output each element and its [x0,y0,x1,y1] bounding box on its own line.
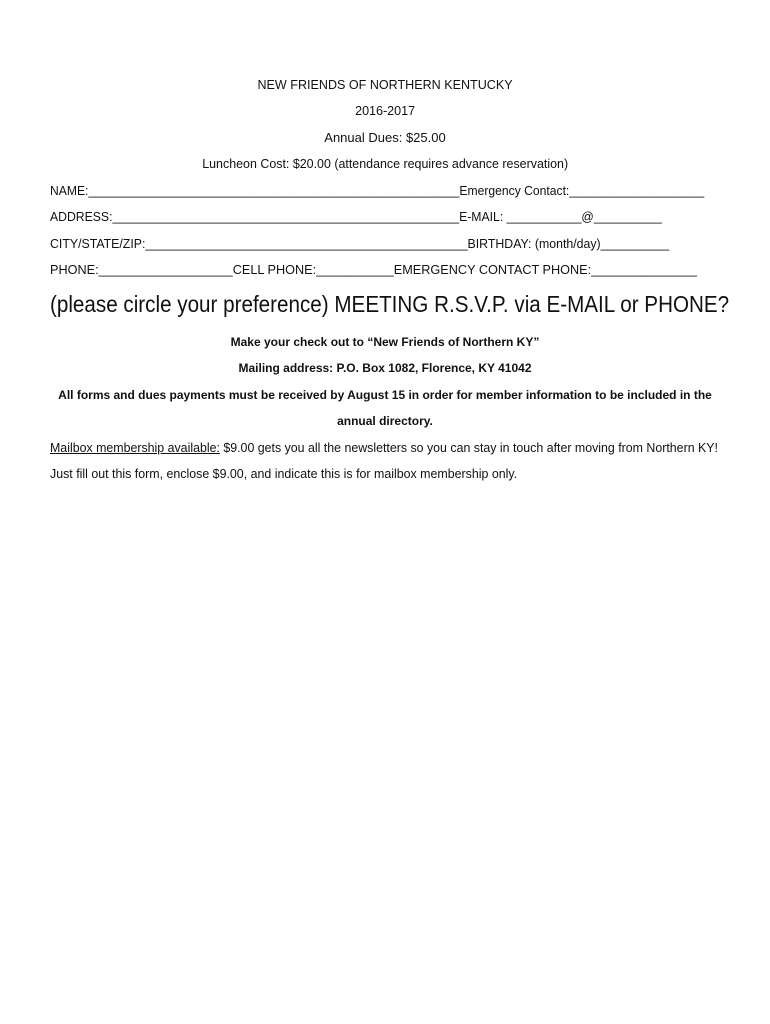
year-range: 2016-2017 [354,103,415,118]
deadline-note: All forms and dues payments must be received by August 15 in order for member information to be included in the [58,388,712,402]
mailbox-membership-note [50,440,752,456]
deadline-note-continued: annual directory. [337,414,433,428]
name-field-line[interactable]: NAME:_______________________________________________________Emergency Contact:____________________ [50,183,705,198]
phone-field-line[interactable]: PHONE:___________________CELL PHONE:___________EMERGENCY CONTACT PHONE:_______________ [50,262,698,277]
mailbox-membership-text: $9.00 gets you all the newsletters so you can stay in touch after moving from Northern KY! [219,440,718,455]
mailbox-instructions: Just fill out this form, enclose $9.00, and indicate this is for mailbox membership only. [50,466,518,481]
check-payable-note: Make your check out to “New Friends of Northern KY” [230,335,540,349]
org-title: NEW FRIENDS OF NORTHERN KENTUCKY [257,77,513,92]
city-state-zip-field-line[interactable]: CITY/STATE/ZIP:_______________________________________________BIRTHDAY: (month/day)__________ [50,236,670,251]
address-field-line[interactable]: ADDRESS:___________________________________________________E-MAIL: ___________@__________ [50,209,662,224]
luncheon-cost: Luncheon Cost: $20.00 (attendance requires advance reservation) [202,156,568,171]
mailbox-membership-label: Mailbox membership available: [50,440,220,455]
annual-dues: Annual Dues: $25.00 [324,130,446,145]
rsvp-preference: (please circle your preference) MEETING R.S.V.P. via E-MAIL or PHONE? [50,291,730,317]
mailing-address: Mailing address: P.O. Box 1082, Florence, KY 41042 [238,361,532,375]
